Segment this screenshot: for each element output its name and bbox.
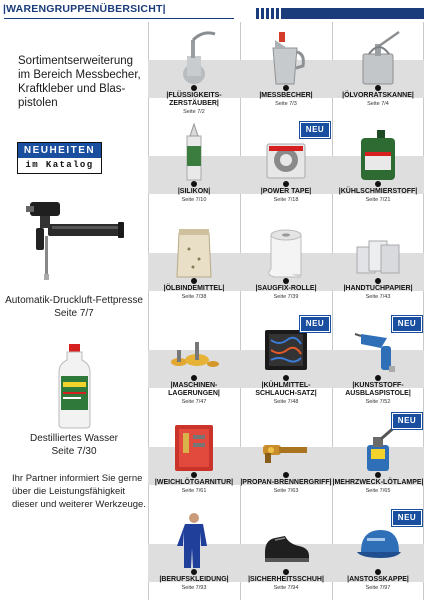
product-cell[interactable] bbox=[148, 409, 240, 505]
distilled-water-caption bbox=[0, 432, 148, 458]
product-page: Seite 7/43 bbox=[365, 294, 391, 300]
bullet-icon bbox=[375, 278, 381, 284]
product-page: Seite 7/61 bbox=[181, 488, 207, 494]
product-cell[interactable] bbox=[332, 312, 424, 408]
bullet-icon bbox=[375, 85, 381, 91]
product-page: Seite 7/18 bbox=[273, 197, 299, 203]
bullet-icon bbox=[191, 375, 197, 381]
product-cell[interactable] bbox=[148, 118, 240, 214]
product-cell[interactable] bbox=[148, 22, 240, 118]
product-row bbox=[148, 312, 424, 408]
bullet-icon bbox=[191, 85, 197, 91]
neu-badge: NEU bbox=[392, 316, 422, 332]
product-page: Seite 7/48 bbox=[273, 399, 299, 405]
product-cell[interactable] bbox=[240, 409, 332, 505]
distilled-water-name: Destilliertes Wasser bbox=[30, 433, 118, 444]
header-stripes bbox=[256, 8, 284, 19]
bullet-icon bbox=[191, 569, 197, 575]
neu-badge: NEU bbox=[300, 316, 330, 332]
product-grid bbox=[148, 22, 424, 600]
product-cell[interactable] bbox=[240, 118, 332, 214]
bullet-icon bbox=[283, 85, 289, 91]
product-page: Seite 7/65 bbox=[365, 488, 391, 494]
workwear-icon bbox=[169, 510, 219, 570]
bullet-icon bbox=[283, 472, 289, 478]
machine-feet-icon bbox=[169, 316, 219, 376]
product-cell[interactable] bbox=[332, 118, 424, 214]
product-cell[interactable] bbox=[332, 22, 424, 118]
neu-badge: NEU bbox=[392, 413, 422, 429]
bullet-icon bbox=[191, 278, 197, 284]
bullet-icon bbox=[375, 375, 381, 381]
product-name: |ANSTOSSKAPPE| bbox=[347, 576, 409, 583]
product-name: |POWER TAPE| bbox=[260, 188, 312, 195]
product-name: |MESSBECHER| bbox=[259, 92, 313, 99]
bullet-icon bbox=[283, 278, 289, 284]
neuheiten-bottom: im Katalog bbox=[25, 160, 94, 170]
product-page: Seite 7/4 bbox=[367, 101, 389, 107]
product-name-line2: AUSBLASPISTOLE| bbox=[345, 390, 411, 397]
header-rule bbox=[4, 18, 234, 19]
product-name: |KÜHLSCHMIERSTOFF| bbox=[338, 188, 418, 195]
oil-can-icon bbox=[353, 26, 403, 86]
bullet-icon bbox=[375, 472, 381, 478]
product-name: |SILIKON| bbox=[177, 188, 211, 195]
product-page: Seite 7/63 bbox=[273, 488, 299, 494]
product-cell[interactable] bbox=[148, 312, 240, 408]
product-name: |BERUFSKLEIDUNG| bbox=[159, 576, 229, 583]
product-page: Seite 7/2 bbox=[183, 109, 205, 115]
product-name: |KÜHLMITTEL- bbox=[261, 382, 311, 389]
neu-badge: NEU bbox=[300, 122, 330, 138]
product-page: Seite 7/47 bbox=[181, 399, 207, 405]
product-name: |KUNSTSTOFF- bbox=[352, 382, 404, 389]
product-row bbox=[148, 118, 424, 214]
page-header bbox=[0, 0, 424, 22]
distilled-water-page: Seite 7/30 bbox=[51, 446, 97, 457]
product-page: Seite 7/38 bbox=[181, 294, 207, 300]
product-cell[interactable] bbox=[240, 215, 332, 311]
bullet-icon bbox=[375, 181, 381, 187]
product-cell[interactable] bbox=[240, 312, 332, 408]
product-name: |MASCHINEN- bbox=[170, 382, 218, 389]
product-name-line2: LAGERUNGEN| bbox=[168, 390, 220, 397]
sprayer-icon bbox=[169, 26, 219, 86]
product-name: |SAUGFIX-ROLLE| bbox=[255, 285, 317, 292]
grease-gun-name: Automatik-Druckluft-Fettpresse bbox=[5, 295, 143, 306]
bullet-icon bbox=[283, 569, 289, 575]
product-page: Seite 7/97 bbox=[365, 585, 391, 591]
canister-icon bbox=[353, 122, 403, 182]
grease-gun-caption bbox=[0, 294, 148, 320]
product-name: |HANDTUCHPAPIER| bbox=[343, 285, 413, 292]
sack-icon bbox=[169, 219, 219, 279]
product-cell[interactable] bbox=[240, 22, 332, 118]
product-page: Seite 7/10 bbox=[181, 197, 207, 203]
product-row bbox=[148, 409, 424, 505]
product-name: |WEICHLÖTGARNITUR| bbox=[154, 479, 234, 486]
neuheiten-top: NEUHEITEN bbox=[18, 143, 101, 158]
product-page: Seite 7/94 bbox=[273, 585, 299, 591]
partner-text: Ihr Partner informiert Sie gerne über die Leistungsfähigkeit dieser und weiterer Werkzeuge. bbox=[12, 473, 146, 510]
product-name: |ÖLBINDEMITTEL| bbox=[163, 285, 225, 292]
bullet-icon bbox=[375, 569, 381, 575]
silicone-tube-icon bbox=[169, 122, 219, 182]
measuring-jug-icon bbox=[261, 26, 311, 86]
grease-gun-image bbox=[22, 194, 132, 284]
towels-icon bbox=[353, 219, 403, 279]
bullet-icon bbox=[191, 472, 197, 478]
product-cell[interactable] bbox=[148, 215, 240, 311]
product-name: |SICHERHEITSSCHUH| bbox=[248, 576, 324, 583]
bullet-icon bbox=[191, 181, 197, 187]
safety-shoe-icon bbox=[261, 510, 311, 570]
page-title: |WARENGRUPPENÜBERSICHT| bbox=[3, 3, 166, 15]
product-name: |ÖLVORRATSKANNE| bbox=[342, 92, 414, 99]
product-row bbox=[148, 22, 424, 118]
product-cell[interactable] bbox=[332, 409, 424, 505]
product-cell[interactable] bbox=[332, 215, 424, 311]
product-cell[interactable] bbox=[332, 506, 424, 600]
product-page: Seite 7/52 bbox=[365, 399, 391, 405]
product-name: |FLÜSSIGKEITS- bbox=[166, 92, 222, 99]
distilled-water-bottle-image bbox=[52, 342, 97, 430]
intro-text: Sortimentserweiterung im Bereich Messbecher, Kraftkleber und Blas-pistolen bbox=[18, 55, 141, 109]
burner-icon bbox=[261, 413, 311, 473]
product-page: Seite 7/39 bbox=[273, 294, 299, 300]
product-cell[interactable] bbox=[148, 506, 240, 600]
header-bar bbox=[283, 8, 424, 19]
left-column bbox=[0, 22, 148, 600]
product-name-line2: SCHLAUCH-SATZ| bbox=[255, 390, 317, 397]
neu-badge: NEU bbox=[392, 510, 422, 526]
product-name: |PROPAN-BRENNERGRIFF| bbox=[240, 479, 332, 486]
grease-gun-page: Seite 7/7 bbox=[54, 308, 94, 319]
product-page: Seite 7/93 bbox=[181, 585, 207, 591]
neuheiten-logo bbox=[17, 142, 102, 174]
product-page: Seite 7/21 bbox=[365, 197, 391, 203]
product-name-line2: ZERSTÄUBER| bbox=[169, 100, 219, 107]
product-page: Seite 7/3 bbox=[275, 101, 297, 107]
product-row bbox=[148, 506, 424, 600]
product-cell[interactable] bbox=[240, 506, 332, 600]
solder-case-icon bbox=[169, 413, 219, 473]
product-name: |MEHRZWECK-LÖTLAMPE| bbox=[332, 479, 424, 486]
bullet-icon bbox=[283, 375, 289, 381]
paper-roll-icon bbox=[261, 219, 311, 279]
bullet-icon bbox=[283, 181, 289, 187]
product-row bbox=[148, 215, 424, 311]
